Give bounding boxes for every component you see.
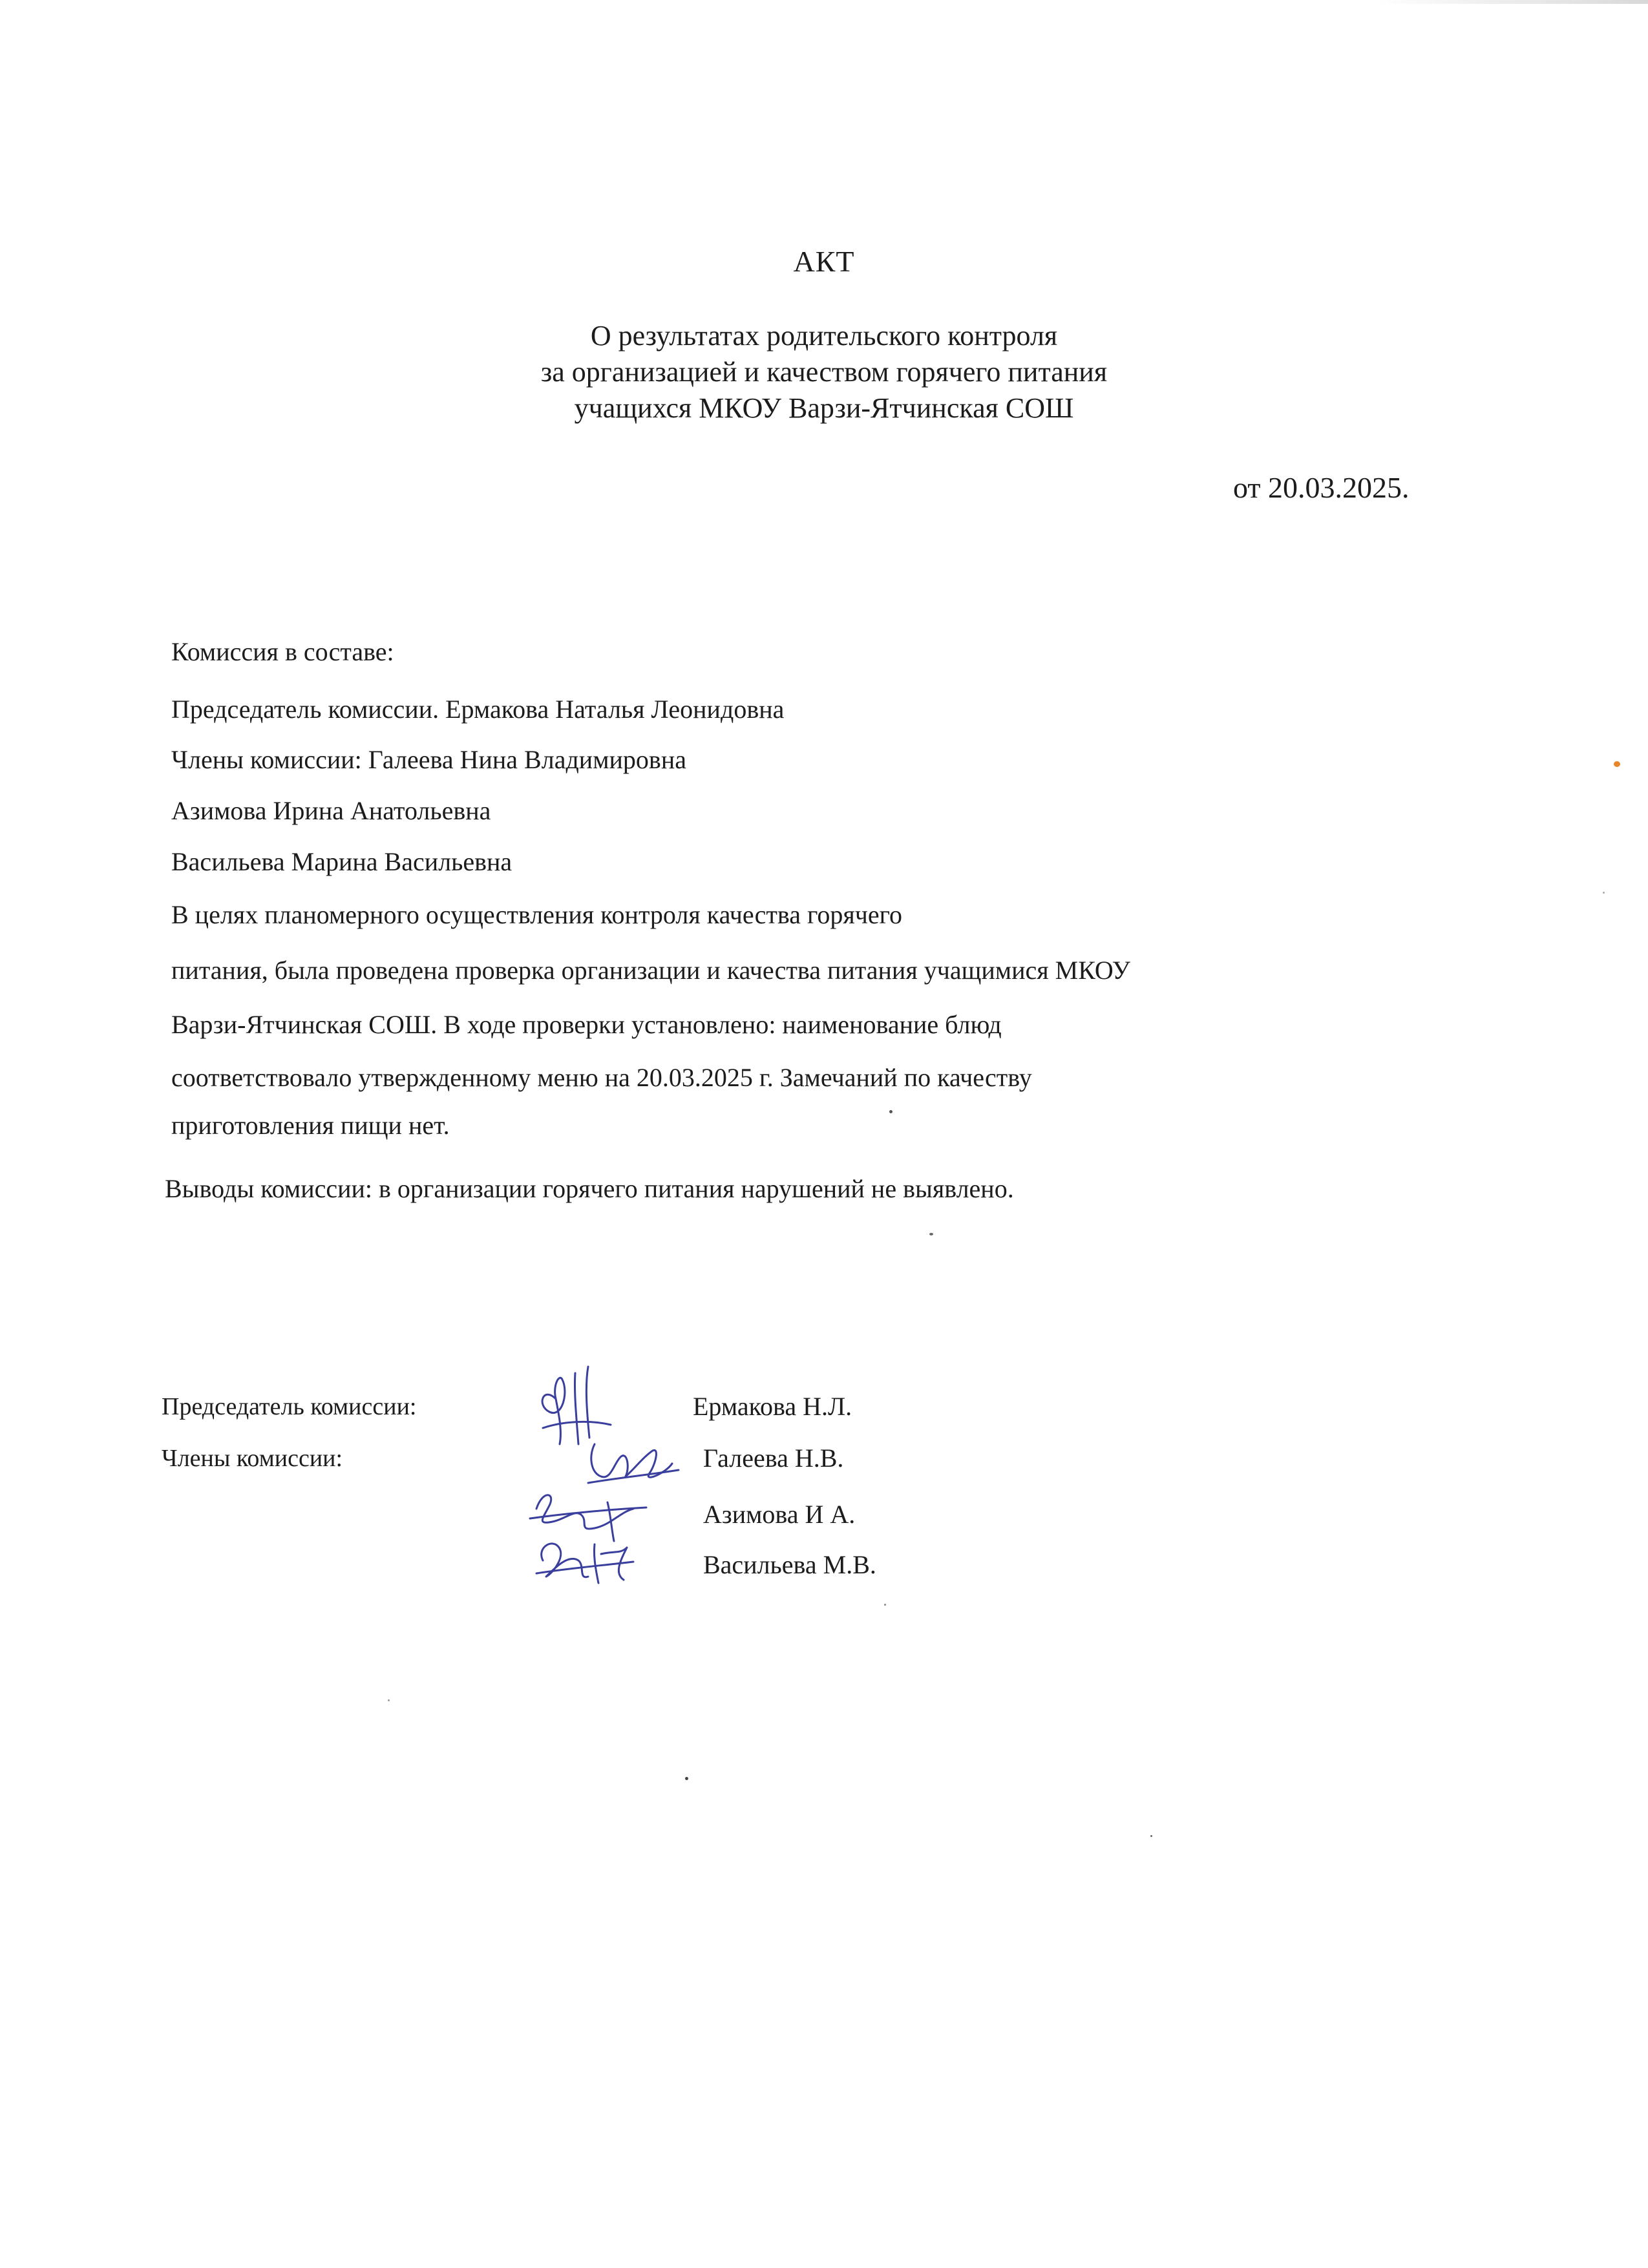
subtitle-line: О результатах родительского контроля bbox=[590, 320, 1058, 352]
chairman-label: Председатель комиссии: bbox=[162, 1393, 417, 1420]
handwritten-signatures-image bbox=[517, 1360, 698, 1590]
body-line: Азимова Ирина Анатольевна bbox=[171, 796, 491, 825]
scan-speck bbox=[685, 1777, 688, 1780]
members-label: Члены комиссии: bbox=[162, 1445, 343, 1472]
scan-edge-shadow bbox=[1377, 0, 1648, 4]
scan-speck bbox=[1614, 761, 1620, 767]
signature-name: Азимова И А. bbox=[703, 1500, 856, 1529]
body-line: Члены комиссии: Галеева Нина Владимировна bbox=[171, 745, 686, 774]
body-line: Варзи-Ятчинская СОШ. В ходе проверки установлено: наименование блюд bbox=[171, 1010, 1002, 1039]
scan-speck bbox=[388, 1699, 390, 1701]
body-line: приготовления пищи нет. bbox=[171, 1111, 450, 1140]
signature-name: Галеева Н.В. bbox=[703, 1444, 844, 1473]
conclusion-line: Выводы комиссии: в организации горячего питания нарушений не выявлено. bbox=[165, 1174, 1014, 1203]
signature-name: Ермакова Н.Л. bbox=[693, 1392, 852, 1421]
body-line: Комиссия в составе: bbox=[171, 637, 394, 666]
body-line: В целях планомерного осуществления контроля качества горячего bbox=[171, 900, 903, 929]
scan-speck bbox=[929, 1233, 933, 1235]
body-line: Председатель комиссии. Ермакова Наталья Леонидовна bbox=[171, 695, 785, 724]
scan-speck bbox=[1150, 1835, 1152, 1837]
subtitle-line: за организацией и качеством горячего питания bbox=[540, 356, 1108, 388]
body-line: соответствовало утвержденному меню на 20.03.2025 г. Замечаний по качеству bbox=[171, 1063, 1032, 1092]
signature-name: Васильева М.В. bbox=[703, 1550, 876, 1579]
document-title: АКТ bbox=[793, 245, 855, 278]
body-line: питания, была проведена проверка организации и качества питания учащимися МКОУ bbox=[171, 956, 1130, 985]
scan-speck bbox=[1603, 892, 1605, 894]
scan-speck bbox=[889, 1110, 893, 1113]
body-line: Васильева Марина Васильевна bbox=[171, 847, 512, 876]
scan-speck bbox=[884, 1604, 886, 1606]
document-subtitle bbox=[0, 318, 1648, 426]
subtitle-line: учащихся МКОУ Варзи-Ятчинская СОШ bbox=[574, 392, 1074, 424]
document-date: от 20.03.2025. bbox=[1233, 471, 1410, 504]
